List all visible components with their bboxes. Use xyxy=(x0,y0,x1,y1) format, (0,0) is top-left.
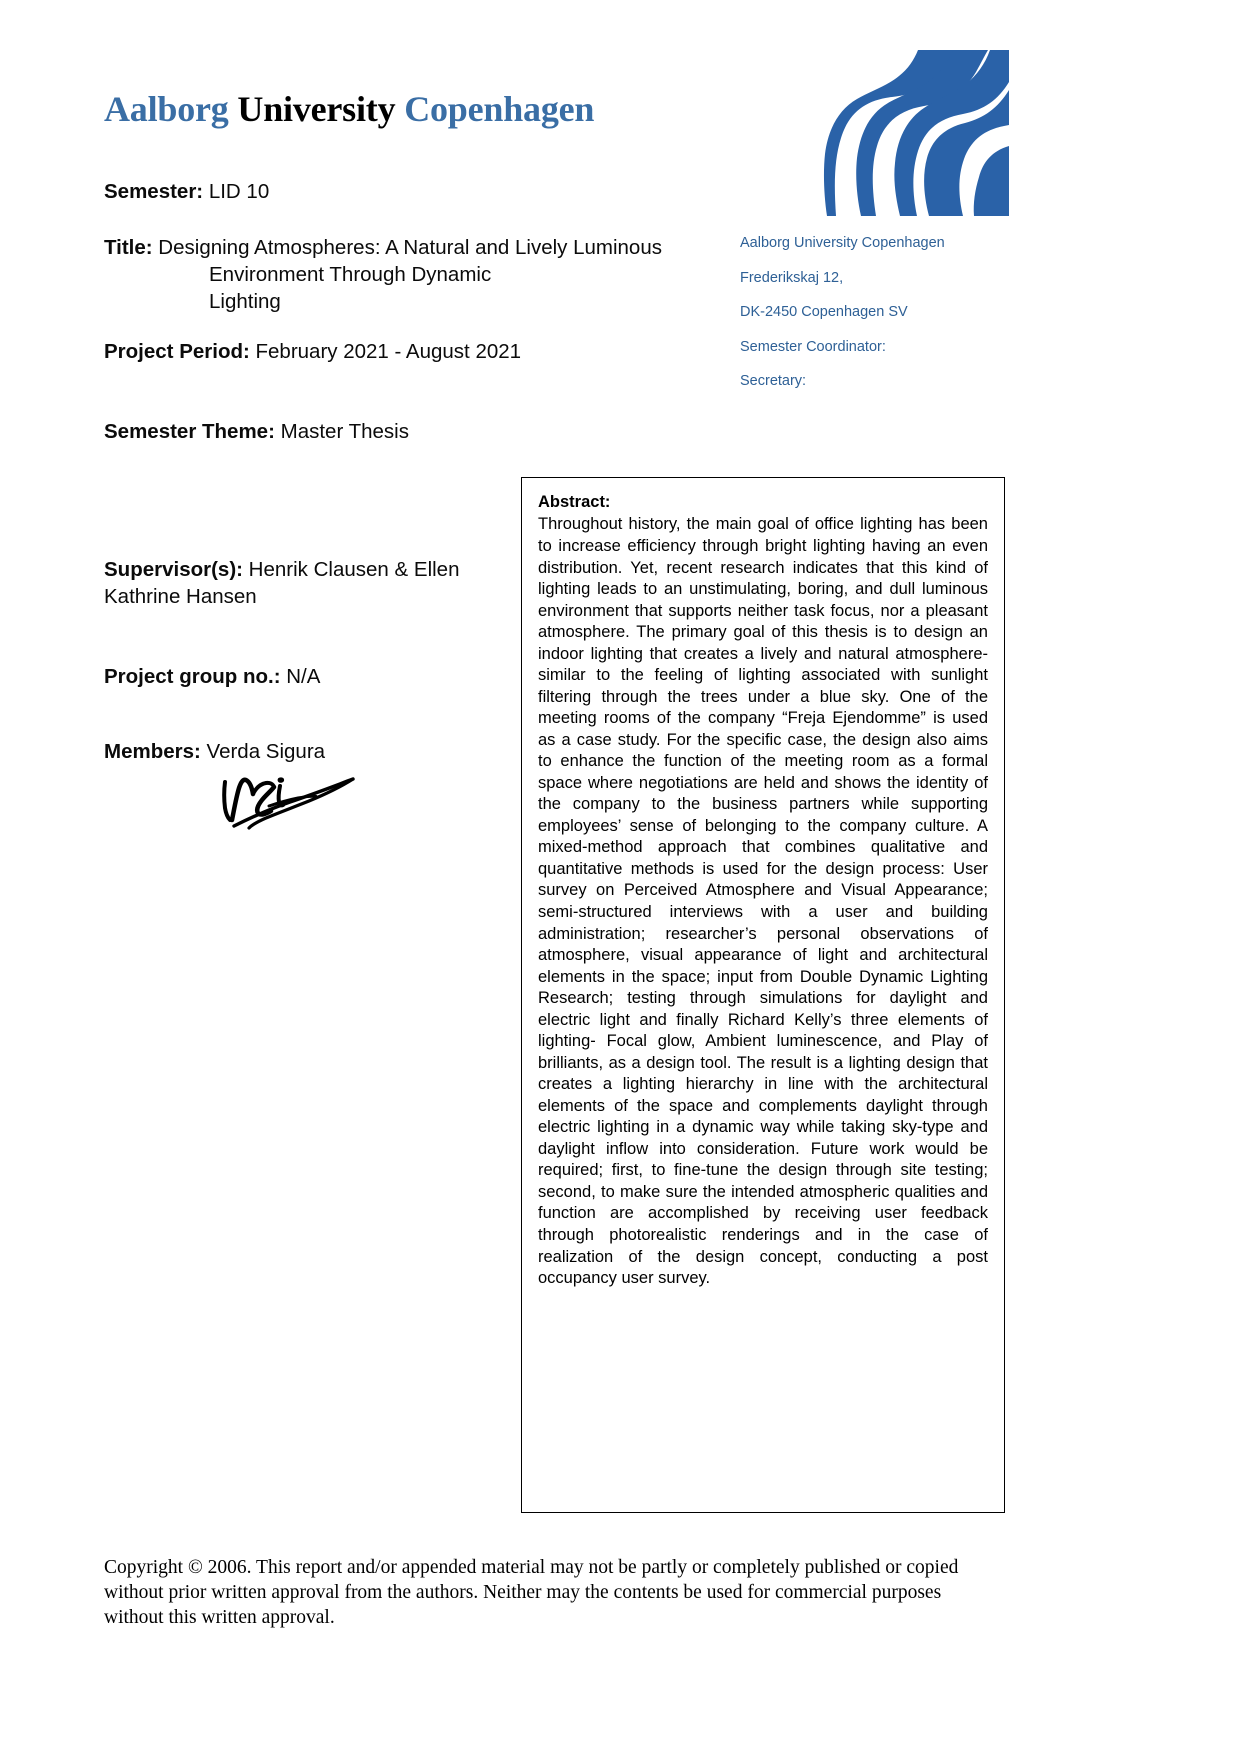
meta-title-value-line1: Designing Atmospheres: A Natural and Lively Luminous xyxy=(152,236,662,259)
title-word-copenhagen: Copenhagen xyxy=(404,89,595,129)
meta-semester xyxy=(104,178,269,205)
title-word-university: University xyxy=(237,89,405,129)
meta-semester-theme-label: Semester Theme: xyxy=(104,420,275,443)
meta-members-value: Verda Sigura xyxy=(200,740,326,763)
meta-semester-label: Semester: xyxy=(104,180,204,203)
university-address-block xyxy=(740,236,1020,409)
abstract-box xyxy=(521,477,1005,1513)
meta-supervisors xyxy=(104,556,504,610)
meta-semester-theme xyxy=(104,418,409,445)
title-word-aalborg: Aalborg xyxy=(104,89,238,129)
meta-supervisors-value: Henrik Clausen & Ellen Kathrine Hansen xyxy=(104,558,460,609)
handwritten-signature-icon xyxy=(212,770,372,832)
meta-project-group-value: N/A xyxy=(280,665,321,688)
meta-project-period-label: Project Period: xyxy=(104,340,250,363)
meta-title-label: Title: xyxy=(104,236,153,259)
meta-project-group xyxy=(104,663,320,690)
address-line-secretary: Secretary: xyxy=(740,373,807,389)
meta-project-period-value: February 2021 - August 2021 xyxy=(249,340,522,363)
page-title xyxy=(104,88,594,130)
address-line-street: Frederikskaj 12, xyxy=(740,269,844,286)
copyright-notice: Copyright © 2006. This report and/or appended material may not be partly or completely published or copied without prior written approval from the authors. Neither may the contents be used for commercial purposes without this written approval. xyxy=(104,1557,959,1628)
address-line-city: DK-2450 Copenhagen SV xyxy=(740,304,908,320)
meta-project-group-label: Project group no.: xyxy=(104,665,281,688)
meta-title-value-line3: Lighting xyxy=(209,290,281,314)
meta-project-period xyxy=(104,338,521,365)
meta-semester-theme-value: Master Thesis xyxy=(274,420,409,443)
meta-supervisors-label: Supervisor(s): xyxy=(104,558,243,581)
meta-title-value-line2: Environment Through Dynamic xyxy=(209,263,492,287)
meta-members-label: Members: xyxy=(104,740,201,763)
abstract-text: Throughout history, the main goal of office lighting has been to increase efficiency through bright lighting having an even distribution. Yet, recent research indicates that this kind of lighting leads to an unstimulating, boring, and dull luminous environment that supports neither task focus, nor a pleasant atmosphere. The primary goal of this thesis is to design an indoor lighting that creates a lively and natural atmosphere- similar to the feeling of lighting associated with sunlight filtering through the trees under a blue sky. One of the meeting rooms of the company “Freja Ejendomme” is used as a case study. For the specific case, the design also aims to enhance the function of the meeting room as a formal space where negotiations are held and shows the identity of the company to the business partners while supporting employees’ sense of belonging to the company culture. A mixed-method approach that combines qualitative and quantitative methods is used for the design process: User survey on Perceived Atmosphere and Visual Appearance; semi-structured interviews with a user and building administration; researcher’s personal observations of atmosphere, visual appearance of light and architectural elements in the space; input from Double Dynamic Lighting Research; testing through simulations for daylight and electric light and finally Richard Kelly’s three elements of lighting- Focal glow, Ambient luminescence, and Play of brilliants, as a design tool. The result is a lighting design that creates a lighting hierarchy in line with the architectural elements of the space and complements daylight through electric lighting in a dynamic way while taking sky-type and daylight inflow into consideration. Future work would be required; first, to fine-tune the design through site testing; second, to make sure the intended atmospheric qualities and function are accomplished by receiving user feedback through photorealistic renderings and in the case of realization of the design concept, conducting a post occupancy user survey. xyxy=(538,515,988,1288)
meta-title xyxy=(104,234,724,315)
aalborg-university-wave-logo-icon xyxy=(814,50,1010,216)
address-line-institution: Aalborg University Copenhagen xyxy=(740,235,945,251)
meta-semester-value: LID 10 xyxy=(203,180,270,203)
abstract-label: Abstract: xyxy=(538,493,611,511)
meta-members xyxy=(104,738,325,765)
address-line-semester-coordinator: Semester Coordinator: xyxy=(740,338,886,355)
